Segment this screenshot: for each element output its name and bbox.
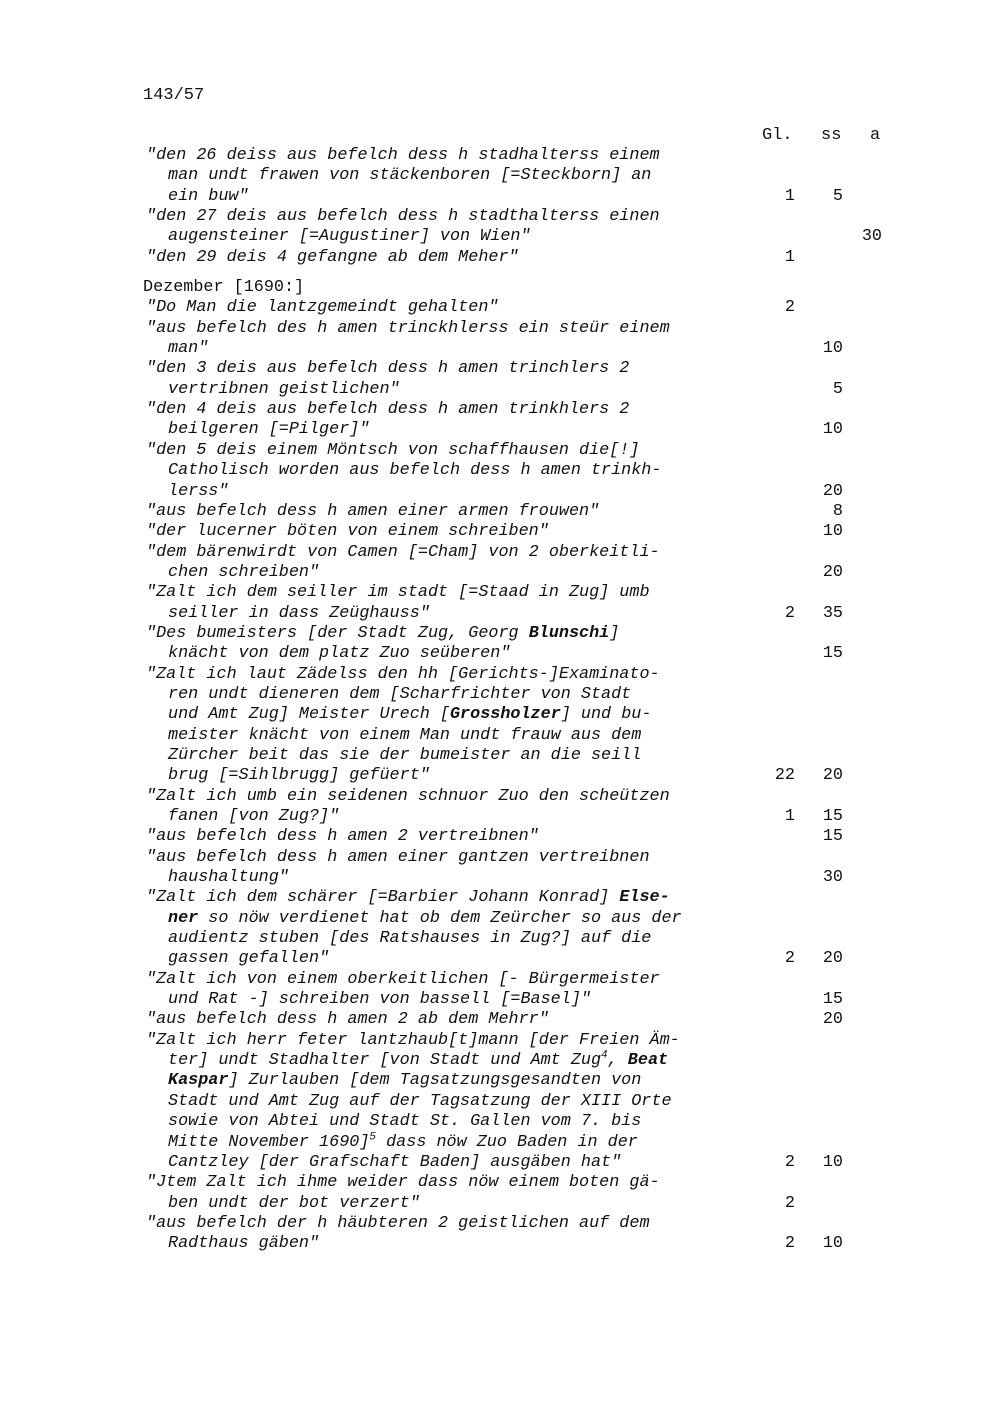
entry-text: "den 3 deis aus befelch dess h amen trinchlers 2 [146,359,630,379]
entry-line [0,726,1000,746]
entry-line [0,990,1000,1010]
entry-line [0,583,1000,603]
entry-text: Mitte November 1690]$^5$ dass nöw Zuo Baden in der [168,1130,638,1152]
entry-text: "Zalt ich von einem oberkeitlichen [- Bürgermeister [146,969,660,989]
entry-text: "aus befelch des h amen trinckhlerss ein steür einem [146,318,670,338]
entry-line [0,604,1000,624]
amount-ss: 10 [822,339,843,359]
entry-line [0,227,1000,247]
entry-text: sowie von Abtei und Stadt St. Gallen vom 7. bis [168,1112,642,1132]
amount-gl: 2 [784,603,795,623]
entry-line [0,888,1000,908]
entry-text: "Zalt ich laut Zädelss den hh [Gerichts-]Examinato- [146,664,660,684]
entry-line [0,1010,1000,1030]
section-heading-text: Dezember [1690:] [143,278,305,298]
entry-text: ner so nöw verdienet hat ob dem Zeürcher so aus der [168,908,682,928]
amount-ss: 10 [822,420,843,440]
entry-line [0,187,1000,207]
entry-text: "den 4 deis aus befelch dess h amen trinkhlers 2 [146,400,630,420]
amount-ss: 20 [822,1010,843,1030]
entry-text: Stadt und Amt Zug auf der Tagsatzung der XIII Orte [168,1091,672,1111]
entry-line [0,644,1000,664]
entry-line [0,563,1000,583]
entry-line [0,146,1000,166]
amount-ss: 15 [822,827,843,847]
amount-ss: 15 [822,644,843,664]
entry-text: Catholisch worden aus befelch dess h amen trinkh- [168,461,662,481]
entry-text: "aus befelch dess h amen einer armen frouwen" [146,501,600,521]
entry-line [0,359,1000,379]
entry-text: "den 29 deis 4 gefangne ab dem Meher" [146,247,519,267]
entry-line [0,319,1000,339]
entry-text: "aus befelch dess h amen einer gantzen vertreibnen [146,847,650,867]
entry-line [0,746,1000,766]
entry-text: meister knächt von einem Man undt frauw aus dem [168,725,642,745]
entry-line [0,400,1000,420]
entry-text: "Zalt ich umb ein seidenen schnuor Zuo den scheützen [146,786,670,806]
entry-text: "Jtem Zalt ich ihme weider dass nöw einem boten gä- [146,1173,660,1193]
amount-ss: 8 [832,501,843,521]
entry-line [0,909,1000,929]
entry-line [0,166,1000,186]
entry-line [0,1112,1000,1132]
entry-line [0,1051,1000,1071]
entry-text: gassen gefallen" [168,949,330,969]
entry-line [0,787,1000,807]
entry-text: "Des bumeisters [der Stadt Zug, Georg Blunschi] [146,623,620,643]
entry-line [0,868,1000,888]
entry-text: haushaltung" [168,868,289,888]
amount-gl: 2 [784,1193,795,1213]
entry-text: knächt von dem platz Zuo seüberen" [168,644,511,664]
entry-line [0,1130,1000,1153]
entry-text: ein buw" [168,186,249,206]
amount-ss: 20 [822,766,843,786]
column-header-ss: ss [821,126,842,145]
amount-ss: 15 [822,807,843,826]
entry-line [0,441,1000,461]
entry-text: fanen [von Zug?]" [168,807,340,826]
amount-gl: 1 [784,247,795,267]
column-header-a: a [870,126,881,145]
entry-text: beilgeren [=Pilger]" [168,420,370,440]
entry-text: "Do Man die lantzgemeindt gehalten" [146,298,499,318]
amount-ss: 30 [822,868,843,888]
entry-text: augensteiner [=Augustiner] von Wien" [168,227,531,247]
entry-text: Radthaus gäben" [168,1234,320,1254]
amount-ss: 35 [822,603,843,623]
amount-ss: 5 [832,379,843,399]
entry-text: audientz stuben [des Ratshauses in Zug?] auf die [168,929,652,949]
entry-text: "der lucerner böten von einem schreiben" [146,522,549,542]
entry-text: man" [168,339,209,359]
page-number: 143/57 [143,86,205,105]
amount-gl: 22 [774,766,795,786]
entry-line [0,685,1000,705]
entry-line [0,848,1000,868]
entry-text: und Amt Zug] Meister Urech [Grossholzer] und bu- [168,705,652,725]
ledger-entries [0,146,1000,1255]
entry-line [0,1214,1000,1234]
amount-ss: 10 [822,1234,843,1254]
entry-text: "aus befelch dess h amen 2 ab dem Mehrr" [146,1010,549,1030]
entry-text: chen schreiben" [168,562,320,582]
entry-text: ter] undt Stadhalter [von Stadt und Amt Zug$^4$, Beat [168,1049,669,1071]
entry-line [0,949,1000,969]
entry-line [0,1092,1000,1112]
entry-text: vertribnen geistlichen" [168,379,400,399]
entry-text: "Zalt ich dem seiller im stadt [=Staad in Zug] umb [146,583,650,603]
entry-text: lerss" [168,481,229,501]
entry-text: ben undt der bot verzert" [168,1193,420,1213]
entry-line [0,970,1000,990]
amount-gl: 2 [784,1234,795,1254]
entry-line [0,207,1000,227]
column-header-gl: Gl. [762,126,793,145]
amount-gl: 2 [784,298,795,318]
entry-line [0,827,1000,847]
entry-line [0,482,1000,502]
entry-line [0,1071,1000,1091]
entry-line [0,929,1000,949]
amount-gl: 1 [784,807,795,826]
entry-text: "dem bärenwirdt von Camen [=Cham] von 2 oberkeitli- [146,542,660,562]
amount-gl: 1 [784,186,795,206]
amount-gl: 2 [784,949,795,969]
amount-ss: 5 [832,186,843,206]
entry-line [0,1194,1000,1214]
entry-line [0,665,1000,685]
entry-line [0,1031,1000,1051]
entry-text: ren undt dieneren dem [Scharfrichter von Stadt [168,684,632,704]
entry-text: "den 26 deiss aus befelch dess h stadhalterss einem [146,146,660,165]
entry-text: "Zalt ich herr feter lantzhaub[t]mann [der Freien Äm- [146,1030,680,1050]
entry-text: Kaspar] Zurlauben [dem Tagsatzungsgesandten von [168,1071,642,1091]
entry-text: "aus befelch dess h amen 2 vertreibnen" [146,827,539,847]
entry-text: "den 27 deis aus befelch dess h stadthalterss einen [146,207,660,227]
entry-line [0,502,1000,522]
entry-line [0,766,1000,786]
amount-gl: 2 [784,1152,795,1172]
entry-line [0,1234,1000,1254]
entry-text: Cantzley [der Grafschaft Baden] ausgäben hat" [168,1152,622,1172]
amount-ss: 10 [822,522,843,542]
entry-line [0,1173,1000,1193]
entry-text: brug [=Sihlbrugg] gefüert" [168,766,430,786]
entry-line [0,380,1000,400]
entry-line [0,624,1000,644]
amount-ss: 20 [822,562,843,582]
entry-line [0,420,1000,440]
entry-line [0,248,1000,268]
entry-text: "aus befelch der h häubteren 2 geistlichen auf dem [146,1213,650,1233]
entry-text: "Zalt ich dem schärer [=Barbier Johann Konrad] Else- [146,888,670,908]
entry-line [0,705,1000,725]
entry-text: seiller in dass Zeüghauss" [168,603,430,623]
amount-a: 30 [861,227,882,247]
entry-line [0,543,1000,563]
entry-line [0,461,1000,481]
entry-line [0,298,1000,318]
entry-text: "den 5 deis einem Möntsch von schaffhausen die[!] [146,440,640,460]
entry-line [0,522,1000,542]
entry-text: Zürcher beit das sie der bumeister an die seill [168,745,642,765]
entry-line [0,339,1000,359]
entry-text: man undt frawen von stäckenboren [=Steckborn] an [168,166,652,186]
entry-line [0,1153,1000,1173]
section-heading [0,278,1000,298]
amount-ss: 15 [822,990,843,1010]
amount-ss: 10 [822,1152,843,1172]
amount-ss: 20 [822,949,843,969]
amount-ss: 20 [822,481,843,501]
entry-text: und Rat -] schreiben von bassell [=Basel]" [168,990,591,1010]
entry-line [0,807,1000,827]
